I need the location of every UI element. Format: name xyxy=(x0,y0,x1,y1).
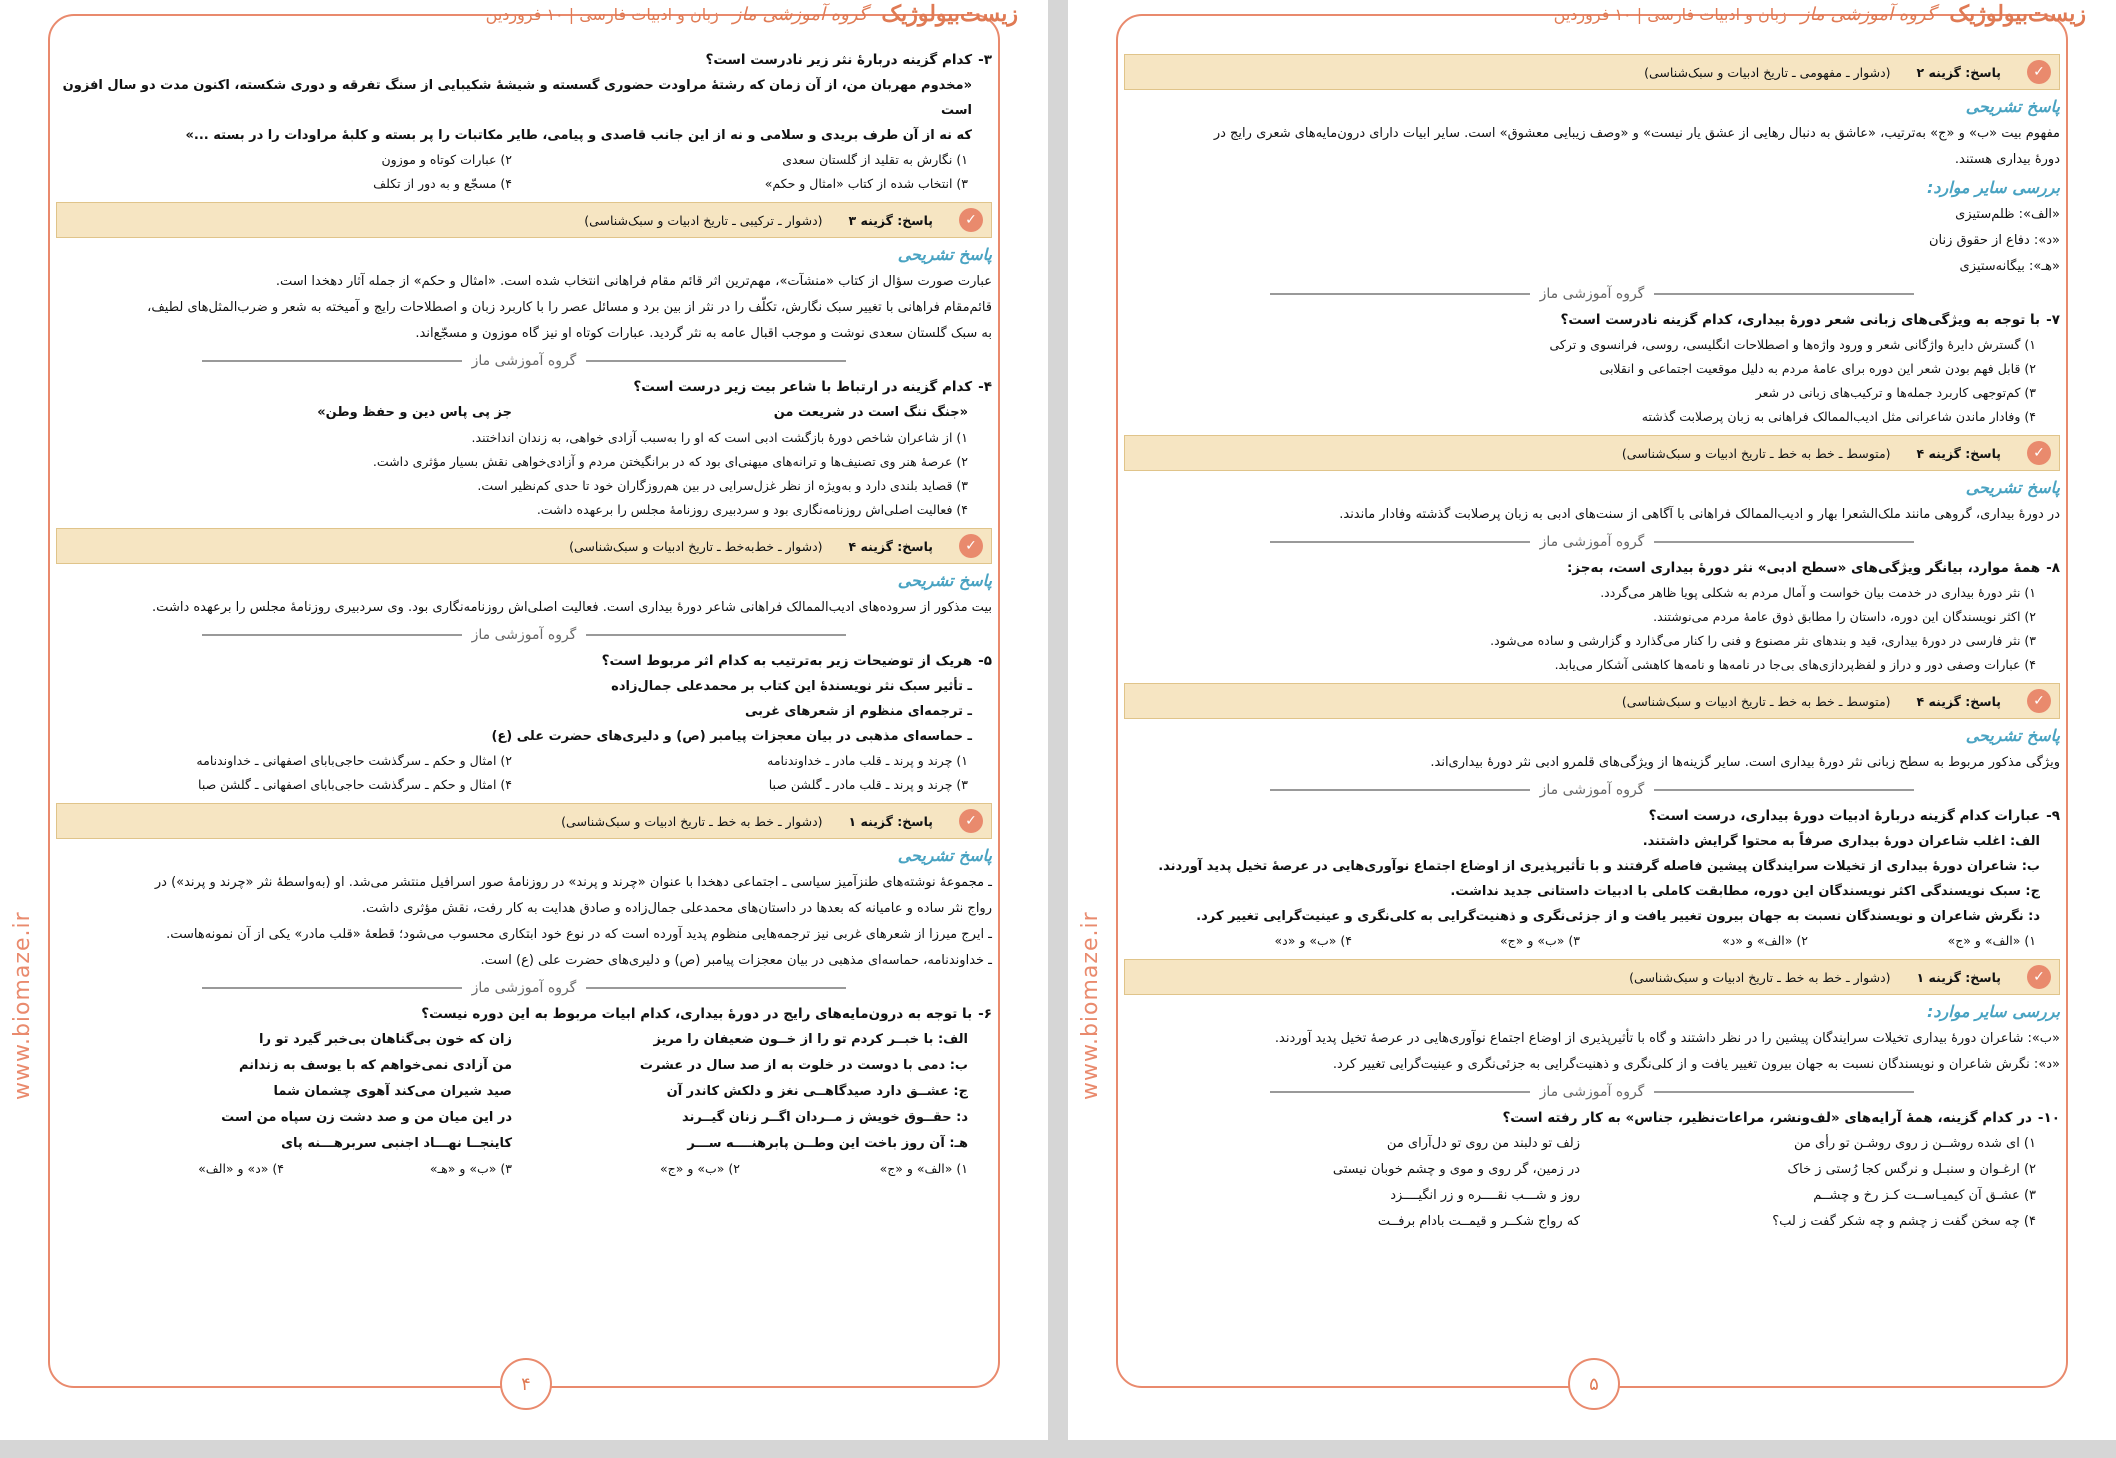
explanation-tag: پاسخ تشریحی xyxy=(1965,97,2060,116)
options: ۱) نگارش به تقلید از گلستان سعدی ۲) عبارات کوتاه و موزون ۳) انتخاب شده از کتاب «امثال و حکم» ۴) مسجّع و به دور از تکلف xyxy=(373,152,968,191)
answer-box: ✓ پاسخ: گزینه ۴ (متوسط ـ خط به خط ـ تاریخ ادبیات و سبک‌شناسی) xyxy=(1124,435,2060,471)
site-url: www.biomaze.ir xyxy=(10,911,35,1100)
explanation-tag: پاسخ تشریحی xyxy=(897,245,992,264)
logo: زیست‌بیولوژیک xyxy=(1949,1,2086,27)
explanation: در دورۀ بیداری، گروهی مانند ملک‌الشعرا بهار و ادیب‌الممالک فراهانی با آگاهی از سنت‌های ادبی به زبان پرصلابت گذشته وفادار ماندند. xyxy=(1339,507,2060,522)
separator: گروه آموزشی ماز xyxy=(1124,1080,2060,1104)
separator: گروه آموزشی ماز xyxy=(1124,530,2060,554)
question-4: ۴-کدام گزینه در ارتباط با شاعر بیت زیر درست است؟ xyxy=(633,379,992,395)
check-icon: ✓ xyxy=(959,809,983,833)
brand-name: گروه آموزشی ماز xyxy=(732,3,868,25)
passage: «مخدوم مهربان من، از آن زمان که رشتۀ مراودت حضوری گسسته و شیشۀ شکیبایی از سنگ تفرقه و دوری شکسته، اکنون مدت دو سال افزون است که نه از آن طرف بریدی و سلامی و نه از این جانب قاصدی و پیامی، طایر مکاتبات را پر بسته و کلبۀ مراودات را در بسته ...» xyxy=(62,78,972,143)
question-7: ۷-با توجه به ویژگی‌های زبانی شعر دورۀ بیداری، کدام گزینه نادرست است؟ xyxy=(1560,312,2060,328)
poem-verses: الف: با خبــر کردم تو را از خــون ضعیفان را مریز زان که خون بی‌گناهان بی‌خبر گیرد تو را ب: دمی با دوست در خلوت به از صد سال در عشرت من آزادی نمی‌خواهم که با یوسف به زندانم ج: عشــق دارد صیدگاهــی نغز و دلکش کاندر آن صید شیران می‌کند آهوی چشمان شما د: حقــوق خویش ز مــردان اگــر زنان گیــرند در این میان من و صد دشت زن سپاه من است هـ: آن روز باخت این وطــن پابرهنــــه ســـر کاینجــا نهـــاد اجنبی سربرهـــنه پای xyxy=(221,1032,968,1151)
answer-box: ✓ پاسخ: گزینه ۳ (دشوار ـ ترکیبی ـ تاریخ ادبیات و سبک‌شناسی) xyxy=(56,202,992,238)
answer-box: ✓ پاسخ: گزینه ۴ (دشوار ـ خط‌به‌خط ـ تاریخ ادبیات و سبک‌شناسی) xyxy=(56,528,992,564)
answer-box: ✓ پاسخ: گزینه ۲ (دشوار ـ مفهومی ـ تاریخ ادبیات و سبک‌شناسی) xyxy=(1124,54,2060,90)
review-tag: بررسی سایر موارد: xyxy=(1927,178,2060,197)
page-content xyxy=(56,48,992,1181)
statements: الف: اغلب شاعران دورۀ بیداری صرفاً به محتوا گرایش داشتند. ب: شاعران دورۀ بیداری از تخیلات سرایندگان پیشین فاصله گرفتند و با تأثیرپذیری از اوضاع اجتماع نوآوری‌هایی در عرصۀ تخیل پدید آوردند. ج: سبک نویسندگی اکثر نویسندگان این دوره، مطابقت کاملی با ادبیات داستانی جدید نداشت. د: نگرش شاعران و نویسندگان نسبت به جهان بیرون تغییر یافت و از جزئی‌نگری و ذهنیت‌گرایی به کلی‌نگری و عینیت‌گرایی تغییر کرد. xyxy=(1158,834,2040,924)
poem-options: ۱) ای شده روشــن ز روی روشـن تو رأی من زلف تو دلبند من روی تو دل‌آرای من ۲) ارغـوان و سنبـل و نرگس کجا رُستی ز خاک در زمین، گر روی و موی و چشم خوبان نیستی ۳) عشـق آن کیمیـاســت کـز رخ و چشــم روز و شـــب نقــــره و زر انگیــــزد ۴) چه سخن گفت ز چشم و چه شکر گفت ز لب؟ که رواج شکــر و قیمــت بادام برفــت xyxy=(1332,1136,2036,1229)
page-number: ۴ xyxy=(500,1358,552,1410)
answer-box: ✓ پاسخ: گزینه ۱ (دشوار ـ خط به خط ـ تاریخ ادبیات و سبک‌شناسی) xyxy=(1124,959,2060,995)
options: ۱) از شاعران شاخص دورۀ بازگشت ادبی است که او را به‌سبب آزادی خواهی، به زندان انداختند. ۲) عرصۀ هنر وی تصنیف‌ها و ترانه‌های میهنی‌ای بود که در برانگیختن مردم و آزادی‌خواهی نقش بسیار مؤثری داشت. ۳) قصاید بلندی دارد و به‌ویژه از نظر غزل‌سرایی در بین هم‌روزگاران خود تا حدی کم‌نظیر است. ۴) فعالیت اصلی‌اش روزنامه‌نگاری بود و سردبیری روزنامۀ مجلس را برعهده داشت. xyxy=(372,430,968,517)
question-6: ۶-با توجه به درون‌مایه‌های رایج در دورۀ بیداری، کدام ابیات مربوط به این دوره نیست؟ xyxy=(421,1006,992,1022)
answer-box: ✓ پاسخ: گزینه ۴ (متوسط ـ خط به خط ـ تاریخ ادبیات و سبک‌شناسی) xyxy=(1124,683,2060,719)
review-list: «الف»: ظلم‌ستیزی «د»: دفاع از حقوق زنان «هـ»: بیگانه‌ستیزی xyxy=(1928,207,2060,274)
check-icon: ✓ xyxy=(959,208,983,232)
verse: «جنگ ننگ است در شریعت من جز پی پاس دین و حفظ وطن» xyxy=(317,405,968,420)
explanation-tag: پاسخ تشریحی xyxy=(897,571,992,590)
explanation: عبارت صورت سؤال از کتاب «منشآت»، مهم‌ترین اثر قائم مقام فراهانی انتخاب شده است. «امثال و حکم» از جمله آثار دهخدا است. قائم‌مقام فراهانی با تغییر سبک نگارش، تکلّف را در نثر از بین برد و مسائل عصر را با کاربرد زبان و اصطلاحات رایج و آمیخته به شعر و ضرب‌المثل‌های لطیف، به سبک گلستان سعدی نوشت و موجب اقبال عامه به نثر گردید. عبارات کوتاه او نیز گاه موزون و مسجّع‌اند. xyxy=(147,274,992,341)
explanation-tag: پاسخ تشریحی xyxy=(1965,478,2060,497)
separator: گروه آموزشی ماز xyxy=(1124,778,2060,802)
review-tag: بررسی سایر موارد: xyxy=(1927,1002,2060,1021)
answer-box: ✓ پاسخ: گزینه ۱ (دشوار ـ خط به خط ـ تاریخ ادبیات و سبک‌شناسی) xyxy=(56,803,992,839)
brand-name: گروه آموزشی ماز xyxy=(1800,3,1936,25)
subject-date: زبان و ادبیات فارسی | ۱۰ فروردین xyxy=(485,4,719,24)
options: ۱) نثر دورۀ بیداری در خدمت بیان خواست و آمال مردم به شکلی پویا ظاهر می‌گردد. ۲) اکثر نویسندگان این دوره، داستان را مطابق ذوق عامۀ مردم می‌نوشتند. ۳) نثر فارسی در دورۀ بیداری، قید و بندهای نثر مصنوع و فنی را کنار می‌گذارد و گزارشی و ساده می‌شود. ۴) عبارات وصفی دور و دراز و لفظ‌پردازی‌های بی‌جا در نامه‌ها و نامه‌ها کاهشی آشکار می‌یابد. xyxy=(1490,585,2036,672)
page-4 xyxy=(0,0,1048,1440)
page-number: ۵ xyxy=(1568,1358,1620,1410)
logo: زیست‌بیولوژیک xyxy=(881,1,1018,27)
check-icon: ✓ xyxy=(959,534,983,558)
question-3: ۳-کدام گزینه دربارۀ نثر زیر نادرست است؟ xyxy=(705,52,992,68)
explanation: بیت مذکور از سروده‌های ادیب‌الممالک فراهانی شاعر دورۀ بیداری است. فعالیت اصلی‌اش روزنامه‌نگاری بود. وی سردبیری روزنامۀ مجلس را برعهده داشت. xyxy=(152,600,992,615)
options: ۱) «الف» و «ج» ۲) «الف» و «د» ۳) «ب» و «ج» ۴) «ب» و «د» xyxy=(1274,933,2036,948)
explanation: ـ مجموعۀ نوشته‌های طنزآمیز سیاسی ـ اجتماعی دهخدا با عنوان «چرند و پرند» در روزنامۀ صور اسرافیل منتشر می‌شد. او (به‌واسطۀ نثر «چرند و پرند») در رواج نثر ساده و عامیانه که بعدها در داستان‌های محمدعلی جمال‌زاده و صادق هدایت به کار رفت، نقش مؤثری داشت. ـ ایرج میرزا از شعرهای غربی نیز ترجمه‌هایی منظوم پدید آورده است که در نوع خود ابتکاری محسوب می‌شود؛ قطعۀ «قلب مادر» یکی از آن نمونه‌هاست. ـ خداوندنامه، حماسه‌ای مذهبی در بیان معجزات پیامبر (ص) و دلیری‌های حضرت علی (ع) است. xyxy=(154,875,992,968)
review-list: «ب»: شاعران دورۀ بیداری تخیلات سرایندگان پیشین را در نظر داشتند و گاه با تأثیرپذیری از اوضاع اجتماع نوآوری‌هایی در عرصۀ تخیل پدید آوردند. «د»: نگرش شاعران و نویسندگان نسبت به جهان بیرون تغییر یافت و از کلی‌نگری و ذهنیت‌گرایی به جزئی‌نگری و عینیت‌گرایی تغییر کرد. xyxy=(1274,1031,2060,1072)
separator: گروه آموزشی ماز xyxy=(56,976,992,1000)
options: ۱) چرند و پرند ـ قلب مادر ـ خداوندنامه ۲) امثال و حکم ـ سرگذشت حاجی‌بابای اصفهانی ـ خداوندنامه ۳) چرند و پرند ـ قلب مادر ـ گلشن صبا ۴) امثال و حکم ـ سرگذشت حاجی‌بابای اصفهانی ـ گلشن صبا xyxy=(196,753,968,792)
explanation: ویژگی مذکور مربوط به سطح زبانی نثر دورۀ بیداری است. سایر گزینه‌ها از ویژگی‌های قلمرو ادبی نثر دورۀ بیداری‌اند. xyxy=(1430,755,2060,770)
page-header xyxy=(1554,0,2086,28)
page-content xyxy=(1124,48,2060,1235)
options: ۱) «الف» و «ج» ۲) «ب» و «ج» ۳) «ب» و «هـ» ۴) «د» و «الف» xyxy=(198,1161,968,1176)
options: ۱) گسترش دایرۀ واژگانی شعر و ورود واژه‌ها و اصطلاحات انگلیسی، روسی، فرانسوی و ترکی ۲) قابل فهم بودن شعر این دوره برای عامۀ مردم به دلیل موقعیت اجتماعی و انقلابی ۳) کم‌توجهی کاربرد جمله‌ها و ترکیب‌های زبانی در شعر ۴) وفادار ماندن شاعرانی مثل ادیب‌الممالک فراهانی به زبان پرصلابت گذشته xyxy=(1549,337,2036,424)
explanation-tag: پاسخ تشریحی xyxy=(897,846,992,865)
check-icon: ✓ xyxy=(2027,965,2051,989)
check-icon: ✓ xyxy=(2027,60,2051,84)
page-header xyxy=(486,0,1018,28)
check-icon: ✓ xyxy=(2027,689,2051,713)
separator: گروه آموزشی ماز xyxy=(56,349,992,373)
check-icon: ✓ xyxy=(2027,441,2051,465)
question-10: ۱۰-در کدام گزینه، همۀ آرایه‌های «لف‌ونشر، مراعات‌نظیر، جناس» به کار رفته است؟ xyxy=(1502,1110,2060,1126)
descriptions: ـ تأثیر سبک نثر نویسندۀ این کتاب بر محمدعلی جمال‌زاده ـ ترجمه‌ای منظوم از شعرهای غربی ـ حماسه‌ای مذهبی در بیان معجزات پیامبر (ص) و دلیری‌های حضرت علی (ع) xyxy=(491,679,972,744)
question-8: ۸-همۀ موارد، بیانگر ویژگی‌های «سطح ادبی» نثر دورۀ بیداری است، به‌جز: xyxy=(1566,560,2060,576)
separator: گروه آموزشی ماز xyxy=(56,623,992,647)
question-9: ۹-عبارات کدام گزینه دربارۀ ادبیات دورۀ بیداری، درست است؟ xyxy=(1648,808,2060,824)
site-url: www.biomaze.ir xyxy=(1078,911,1103,1100)
explanation: مفهوم بیت «ب» و «ج» به‌ترتیب، «عاشق به دنبال رهایی از عشق یار نیست» و «وصف زیبایی معشوق» است. سایر ابیات دارای درون‌مایه‌های شعری رایج در دورۀ بیداری هستند. xyxy=(1213,126,2060,167)
question-5: ۵-هریک از توضیحات زیر به‌ترتیب به کدام اثر مربوط است؟ xyxy=(601,653,992,669)
page-5 xyxy=(1068,0,2116,1440)
explanation-tag: پاسخ تشریحی xyxy=(1965,726,2060,745)
subject-date: زبان و ادبیات فارسی | ۱۰ فروردین xyxy=(1553,4,1787,24)
separator: گروه آموزشی ماز xyxy=(1124,282,2060,306)
